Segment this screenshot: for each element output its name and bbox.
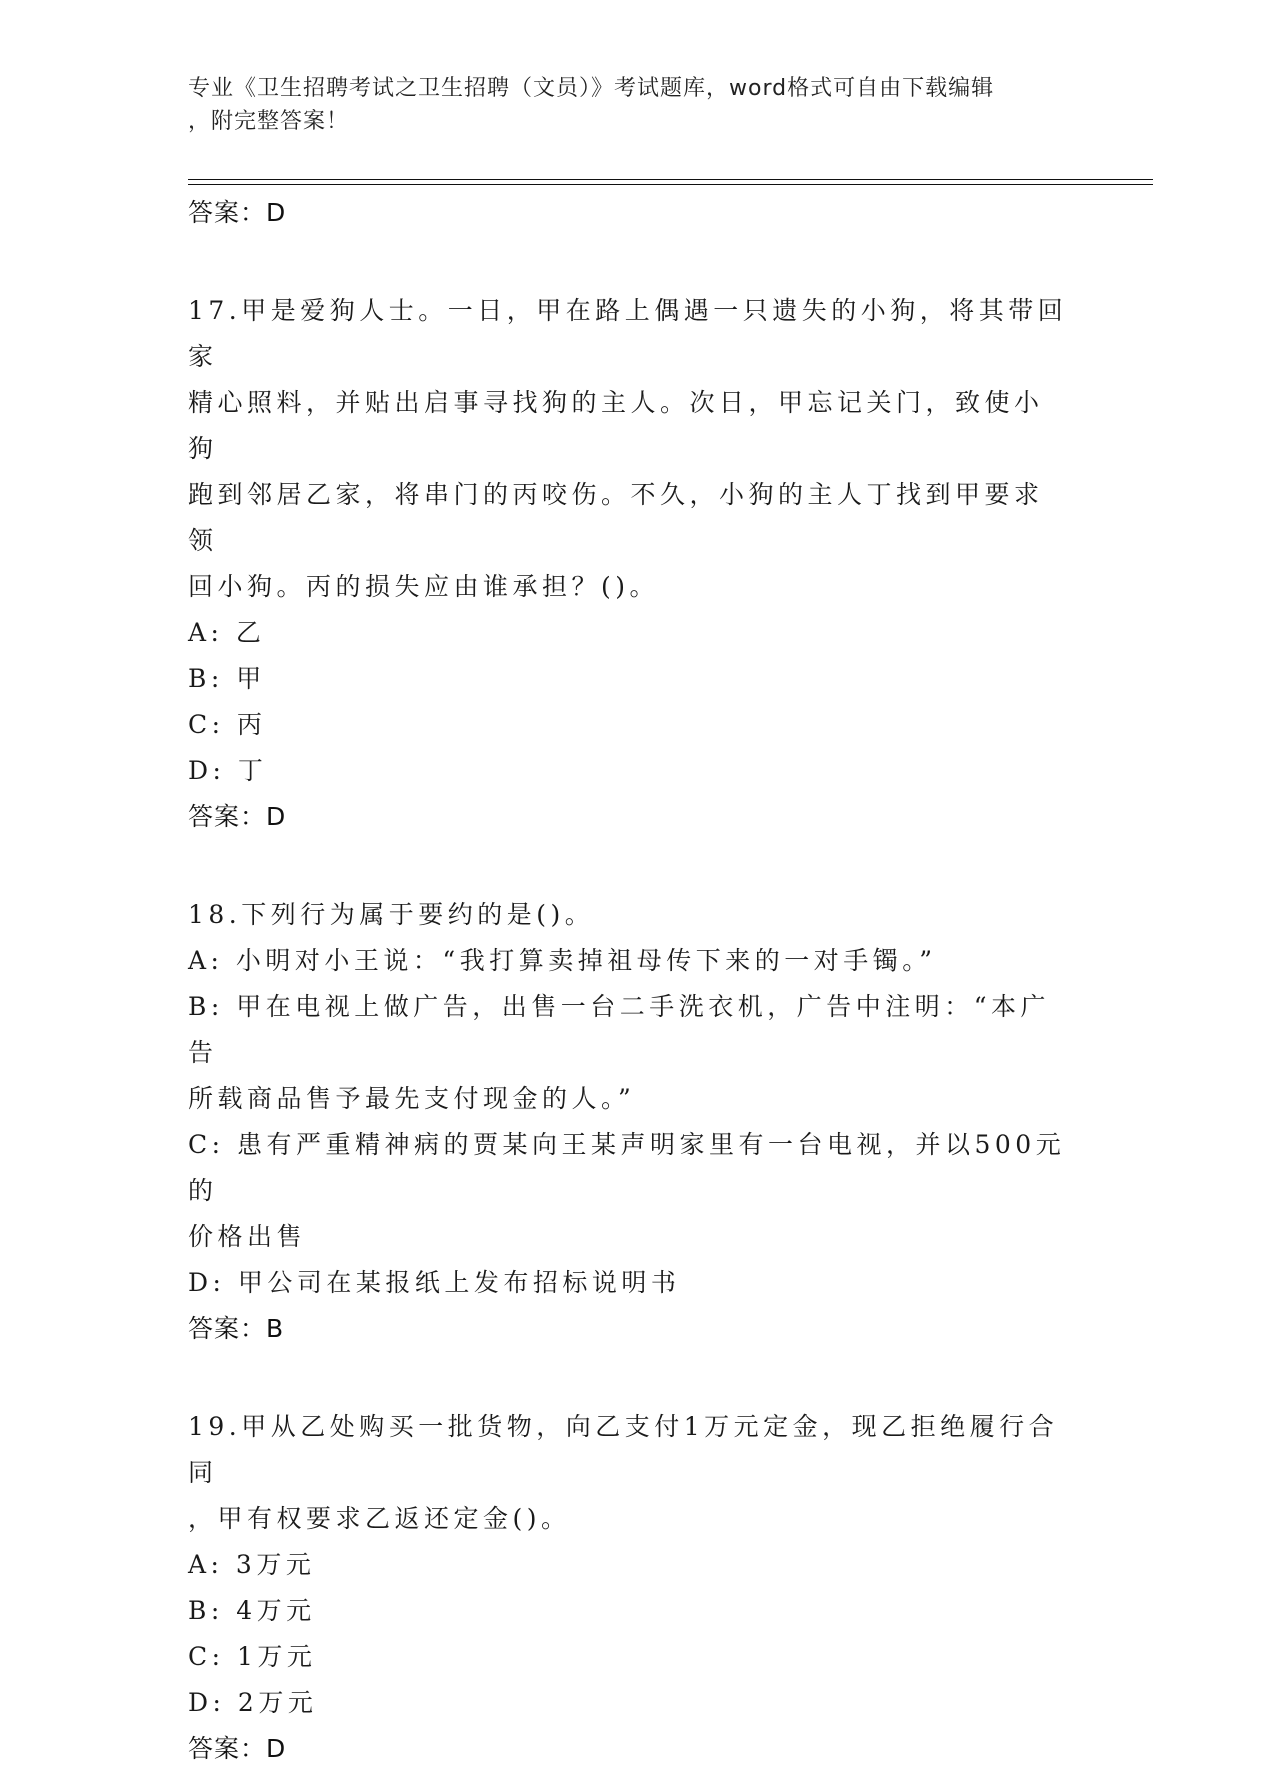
question-text-line: 19.甲从乙处购买一批货物，向乙支付1万元定金，现乙拒绝履行合同 (188, 1412, 1059, 1487)
question-18 (188, 892, 1068, 1352)
option-a: A: 3万元 (188, 1550, 316, 1579)
document-header (188, 72, 1088, 138)
option-a: A: 小明对小王说：“我打算卖掉祖母传下来的一对手镯。” (188, 946, 937, 975)
option-d: D: 2万元 (188, 1688, 318, 1717)
option-b-continued: 所载商品售予最先支付现金的人。” (188, 1084, 636, 1113)
option-b: B: 甲 (188, 664, 266, 693)
question-text-line: 跑到邻居乙家，将串门的丙咬伤。不久，小狗的主人丁找到甲要求领 (188, 480, 1044, 555)
option-c: C: 丙 (188, 710, 267, 739)
option-c: C: 1万元 (188, 1642, 317, 1671)
option-a: A: 乙 (188, 618, 266, 647)
question-text-line: ，甲有权要求乙返还定金()。 (188, 1504, 571, 1533)
answer-line: 答案：D (188, 802, 287, 831)
header-line-1: 专业《卫生招聘考试之卫生招聘（文员）》考试题库，word格式可自由下载编辑 (188, 76, 995, 101)
question-text-line: 精心照料，并贴出启事寻找狗的主人。次日，甲忘记关门，致使小狗 (188, 388, 1044, 463)
question-19 (188, 1404, 1068, 1772)
answer-line: 答案：D (188, 1734, 287, 1763)
document-body (188, 190, 1068, 1772)
header-line-2: ，附完整答案！ (188, 109, 350, 134)
option-d: D: 丁 (188, 756, 268, 785)
option-c-continued: 价格出售 (188, 1222, 307, 1251)
option-c: C: 患有严重精神病的贾某向王某声明家里有一台电视，并以500元的 (188, 1130, 1066, 1205)
option-d: D: 甲公司在某报纸上发布招标说明书 (188, 1268, 681, 1297)
answer-line: 答案：D (188, 198, 287, 227)
answer-line: 答案：B (188, 1314, 285, 1343)
question-17 (188, 288, 1068, 840)
question-text-line: 回小狗。丙的损失应由谁承担？()。 (188, 572, 660, 601)
option-b: B: 甲在电视上做广告，出售一台二手洗衣机，广告中注明：“本广告 (188, 992, 1051, 1067)
header-divider (188, 179, 1153, 185)
question-text-line: 18.下列行为属于要约的是()。 (188, 900, 595, 929)
option-b: B: 4万元 (188, 1596, 316, 1625)
question-text-line: 17.甲是爱狗人士。一日，甲在路上偶遇一只遗失的小狗，将其带回家 (188, 296, 1068, 371)
